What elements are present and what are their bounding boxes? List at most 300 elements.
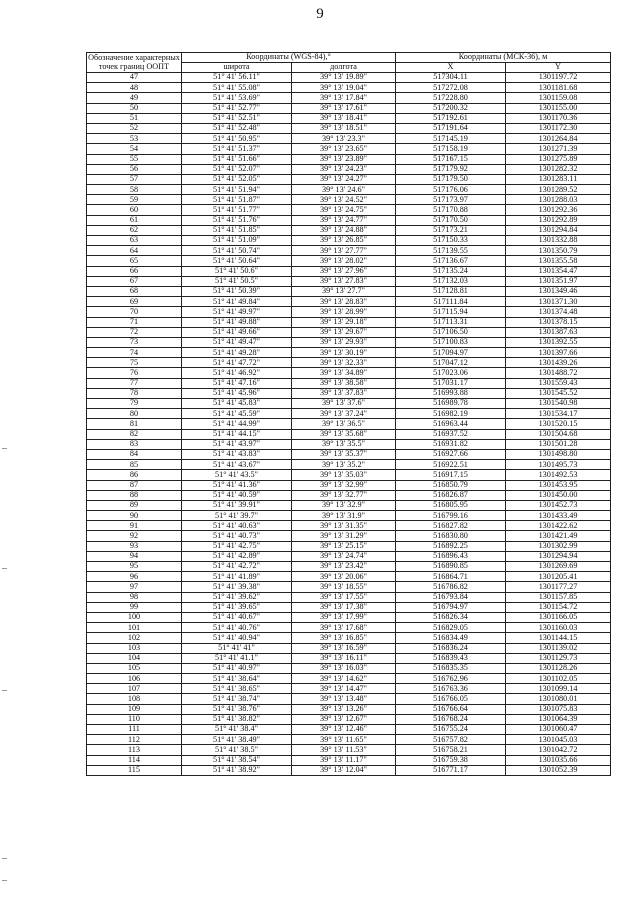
longitude-cell: 39° 13' 30.19" (292, 348, 396, 358)
x-coordinate-cell: 517192.61 (396, 113, 506, 123)
point-number-cell: 88 (87, 490, 182, 500)
coordinates-table (86, 52, 611, 776)
header-y: Y (506, 63, 611, 73)
longitude-cell: 39° 13' 35.68" (292, 429, 396, 439)
point-number-cell: 68 (87, 286, 182, 296)
longitude-cell: 39° 13' 11.53" (292, 745, 396, 755)
latitude-cell: 51° 41' 41.36" (182, 480, 292, 490)
longitude-cell: 39° 13' 24.27" (292, 174, 396, 184)
y-coordinate-cell: 1301488.72 (506, 368, 611, 378)
x-coordinate-cell: 517167.15 (396, 154, 506, 164)
table-row (87, 123, 611, 133)
header-longitude: долгота (292, 63, 396, 73)
longitude-cell: 39° 13' 24.6" (292, 185, 396, 195)
table-row (87, 225, 611, 235)
latitude-cell: 51° 41' 39.38" (182, 582, 292, 592)
point-number-cell: 82 (87, 429, 182, 439)
latitude-cell: 51° 41' 40.59" (182, 490, 292, 500)
latitude-cell: 51° 41' 52.05" (182, 174, 292, 184)
latitude-cell: 51° 41' 38.4" (182, 725, 292, 735)
point-number-cell: 74 (87, 348, 182, 358)
table-row (87, 113, 611, 123)
point-number-cell: 80 (87, 409, 182, 419)
point-number-cell: 57 (87, 174, 182, 184)
x-coordinate-cell: 517200.32 (396, 103, 506, 113)
longitude-cell: 39° 13' 12.67" (292, 714, 396, 724)
point-number-cell: 98 (87, 592, 182, 602)
table-row (87, 103, 611, 113)
latitude-cell: 51° 41' 49.97" (182, 307, 292, 317)
longitude-cell: 39° 13' 37.6" (292, 399, 396, 409)
longitude-cell: 39° 13' 23.3" (292, 134, 396, 144)
point-number-cell: 96 (87, 572, 182, 582)
y-coordinate-cell: 1301349.46 (506, 286, 611, 296)
point-number-cell: 62 (87, 225, 182, 235)
table-row (87, 612, 611, 622)
y-coordinate-cell: 1301154.72 (506, 602, 611, 612)
longitude-cell: 39° 13' 32.33" (292, 358, 396, 368)
table-row (87, 582, 611, 592)
point-number-cell: 78 (87, 388, 182, 398)
latitude-cell: 51° 41' 38.64" (182, 674, 292, 684)
x-coordinate-cell: 516835.35 (396, 663, 506, 673)
table-row (87, 704, 611, 714)
y-coordinate-cell: 1301283.11 (506, 174, 611, 184)
latitude-cell: 51° 41' 47.72" (182, 358, 292, 368)
latitude-cell: 51° 41' 50.64" (182, 256, 292, 266)
point-number-cell: 114 (87, 755, 182, 765)
table-row (87, 174, 611, 184)
y-coordinate-cell: 1301172.30 (506, 123, 611, 133)
x-coordinate-cell: 517100.83 (396, 337, 506, 347)
x-coordinate-cell: 517179.92 (396, 164, 506, 174)
table-row (87, 276, 611, 286)
latitude-cell: 51° 41' 45.83" (182, 399, 292, 409)
y-coordinate-cell: 1301264.84 (506, 134, 611, 144)
longitude-cell: 39° 13' 17.61" (292, 103, 396, 113)
x-coordinate-cell: 517191.64 (396, 123, 506, 133)
longitude-cell: 39° 13' 35.37" (292, 449, 396, 459)
latitude-cell: 51° 41' 40.76" (182, 623, 292, 633)
point-number-cell: 54 (87, 144, 182, 154)
x-coordinate-cell: 516766.64 (396, 704, 506, 714)
point-number-cell: 101 (87, 623, 182, 633)
latitude-cell: 51° 41' 52.48" (182, 123, 292, 133)
longitude-cell: 39° 13' 31.35" (292, 521, 396, 531)
x-coordinate-cell: 516827.82 (396, 521, 506, 531)
point-number-cell: 50 (87, 103, 182, 113)
x-coordinate-cell: 516896.43 (396, 551, 506, 561)
y-coordinate-cell: 1301139.02 (506, 643, 611, 653)
y-coordinate-cell: 1301282.32 (506, 164, 611, 174)
longitude-cell: 39° 13' 27.7" (292, 286, 396, 296)
latitude-cell: 51° 41' 52.51" (182, 113, 292, 123)
y-coordinate-cell: 1301035.66 (506, 755, 611, 765)
y-coordinate-cell: 1301534.17 (506, 409, 611, 419)
x-coordinate-cell: 517176.06 (396, 185, 506, 195)
latitude-cell: 51° 41' 45.59" (182, 409, 292, 419)
y-coordinate-cell: 1301288.03 (506, 195, 611, 205)
latitude-cell: 51° 41' 38.82" (182, 714, 292, 724)
x-coordinate-cell: 517139.55 (396, 246, 506, 256)
longitude-cell: 39° 13' 18.41" (292, 113, 396, 123)
latitude-cell: 51° 41' 40.63" (182, 521, 292, 531)
point-number-cell: 60 (87, 205, 182, 215)
y-coordinate-cell: 1301155.00 (506, 103, 611, 113)
header-wgs84-group: Координаты (WGS-84),° (182, 53, 396, 63)
y-coordinate-cell: 1301129.73 (506, 653, 611, 663)
x-coordinate-cell: 516759.38 (396, 755, 506, 765)
longitude-cell: 39° 13' 24.23" (292, 164, 396, 174)
table-row (87, 562, 611, 572)
y-coordinate-cell: 1301302.99 (506, 541, 611, 551)
point-number-cell: 113 (87, 745, 182, 755)
longitude-cell: 39° 13' 16.11" (292, 653, 396, 663)
x-coordinate-cell: 517094.97 (396, 348, 506, 358)
latitude-cell: 51° 41' 47.16" (182, 378, 292, 388)
x-coordinate-cell: 517136.67 (396, 256, 506, 266)
point-number-cell: 56 (87, 164, 182, 174)
x-coordinate-cell: 517179.50 (396, 174, 506, 184)
y-coordinate-cell: 1301495.73 (506, 460, 611, 470)
longitude-cell: 39° 13' 24.77" (292, 215, 396, 225)
table-row (87, 511, 611, 521)
longitude-cell: 39° 13' 16.85" (292, 633, 396, 643)
point-number-cell: 84 (87, 449, 182, 459)
longitude-cell: 39° 13' 36.5" (292, 419, 396, 429)
latitude-cell: 51° 41' 55.08" (182, 83, 292, 93)
longitude-cell: 39° 13' 38.58" (292, 378, 396, 388)
latitude-cell: 51° 41' 43.5" (182, 470, 292, 480)
latitude-cell: 51° 41' 49.88" (182, 317, 292, 327)
y-coordinate-cell: 1301275.89 (506, 154, 611, 164)
y-coordinate-cell: 1301540.98 (506, 399, 611, 409)
longitude-cell: 39° 13' 32.9" (292, 500, 396, 510)
table-row (87, 419, 611, 429)
latitude-cell: 51° 41' 51.94" (182, 185, 292, 195)
point-number-cell: 70 (87, 307, 182, 317)
y-coordinate-cell: 1301197.72 (506, 73, 611, 83)
latitude-cell: 51° 41' 50.74" (182, 246, 292, 256)
y-coordinate-cell: 1301354.47 (506, 266, 611, 276)
longitude-cell: 39° 13' 12.46" (292, 725, 396, 735)
longitude-cell: 39° 13' 31.29" (292, 531, 396, 541)
table-row (87, 286, 611, 296)
latitude-cell: 51° 41' 42.89" (182, 551, 292, 561)
x-coordinate-cell: 517170.88 (396, 205, 506, 215)
x-coordinate-cell: 516931.82 (396, 439, 506, 449)
table-row (87, 164, 611, 174)
x-coordinate-cell: 517304.11 (396, 73, 506, 83)
table-row (87, 541, 611, 551)
point-number-cell: 94 (87, 551, 182, 561)
x-coordinate-cell: 516757.82 (396, 735, 506, 745)
longitude-cell: 39° 13' 37.24" (292, 409, 396, 419)
x-coordinate-cell: 516839.43 (396, 653, 506, 663)
x-coordinate-cell: 517228.80 (396, 93, 506, 103)
latitude-cell: 51° 41' 49.84" (182, 297, 292, 307)
x-coordinate-cell: 516982.19 (396, 409, 506, 419)
point-number-cell: 83 (87, 439, 182, 449)
point-number-cell: 103 (87, 643, 182, 653)
table-row (87, 429, 611, 439)
latitude-cell: 51° 41' 41" (182, 643, 292, 653)
y-coordinate-cell: 1301075.83 (506, 704, 611, 714)
point-number-cell: 110 (87, 714, 182, 724)
point-number-cell: 109 (87, 704, 182, 714)
latitude-cell: 51° 41' 43.67" (182, 460, 292, 470)
y-coordinate-cell: 1301452.73 (506, 500, 611, 510)
point-number-cell: 86 (87, 470, 182, 480)
longitude-cell: 39° 13' 29.93" (292, 337, 396, 347)
latitude-cell: 51° 41' 38.65" (182, 684, 292, 694)
point-number-cell: 52 (87, 123, 182, 133)
latitude-cell: 51° 41' 39.62" (182, 592, 292, 602)
table-row (87, 205, 611, 215)
y-coordinate-cell: 1301080.01 (506, 694, 611, 704)
x-coordinate-cell: 516890.85 (396, 562, 506, 572)
point-number-cell: 59 (87, 195, 182, 205)
latitude-cell: 51° 41' 50.95" (182, 134, 292, 144)
latitude-cell: 51° 41' 43.83" (182, 449, 292, 459)
point-number-cell: 97 (87, 582, 182, 592)
latitude-cell: 51° 41' 40.73" (182, 531, 292, 541)
table-row (87, 449, 611, 459)
point-number-cell: 112 (87, 735, 182, 745)
latitude-cell: 51° 41' 49.28" (182, 348, 292, 358)
table-row (87, 246, 611, 256)
latitude-cell: 51° 41' 49.66" (182, 327, 292, 337)
table-row (87, 195, 611, 205)
longitude-cell: 39° 13' 24.74" (292, 551, 396, 561)
x-coordinate-cell: 516963.44 (396, 419, 506, 429)
y-coordinate-cell: 1301064.39 (506, 714, 611, 724)
point-number-cell: 104 (87, 653, 182, 663)
point-number-cell: 90 (87, 511, 182, 521)
latitude-cell: 51° 41' 41.89" (182, 572, 292, 582)
y-coordinate-cell: 1301422.62 (506, 521, 611, 531)
y-coordinate-cell: 1301060.47 (506, 725, 611, 735)
latitude-cell: 51° 41' 43.97" (182, 439, 292, 449)
point-number-cell: 115 (87, 765, 182, 775)
table-row (87, 572, 611, 582)
point-number-cell: 47 (87, 73, 182, 83)
x-coordinate-cell: 516763.36 (396, 684, 506, 694)
latitude-cell: 51° 41' 39.91" (182, 500, 292, 510)
longitude-cell: 39° 13' 29.18" (292, 317, 396, 327)
table-row (87, 378, 611, 388)
x-coordinate-cell: 517113.31 (396, 317, 506, 327)
point-number-cell: 102 (87, 633, 182, 643)
y-coordinate-cell: 1301177.27 (506, 582, 611, 592)
y-coordinate-cell: 1301289.52 (506, 185, 611, 195)
point-number-cell: 89 (87, 500, 182, 510)
latitude-cell: 51° 41' 40.97" (182, 663, 292, 673)
table-header (87, 53, 611, 73)
x-coordinate-cell: 516830.80 (396, 531, 506, 541)
point-number-cell: 64 (87, 246, 182, 256)
point-number-cell: 71 (87, 317, 182, 327)
latitude-cell: 51° 41' 51.77" (182, 205, 292, 215)
table-row (87, 297, 611, 307)
x-coordinate-cell: 517031.17 (396, 378, 506, 388)
table-row (87, 460, 611, 470)
longitude-cell: 39° 13' 35.03" (292, 470, 396, 480)
longitude-cell: 39° 13' 27.96" (292, 266, 396, 276)
longitude-cell: 39° 13' 19.04" (292, 83, 396, 93)
table-row (87, 694, 611, 704)
latitude-cell: 51° 41' 52.07" (182, 164, 292, 174)
y-coordinate-cell: 1301160.03 (506, 623, 611, 633)
table-row (87, 144, 611, 154)
x-coordinate-cell: 516826.34 (396, 612, 506, 622)
longitude-cell: 39° 13' 18.51" (292, 123, 396, 133)
y-coordinate-cell: 1301157.85 (506, 592, 611, 602)
longitude-cell: 39° 13' 28.83" (292, 297, 396, 307)
longitude-cell: 39° 13' 19.89" (292, 73, 396, 83)
y-coordinate-cell: 1301397.66 (506, 348, 611, 358)
latitude-cell: 51° 41' 56.11" (182, 73, 292, 83)
latitude-cell: 51° 41' 38.74" (182, 694, 292, 704)
point-number-cell: 49 (87, 93, 182, 103)
longitude-cell: 39° 13' 35.2" (292, 460, 396, 470)
table-row (87, 755, 611, 765)
longitude-cell: 39° 13' 32.99" (292, 480, 396, 490)
latitude-cell: 51° 41' 53.69" (182, 93, 292, 103)
latitude-cell: 51° 41' 40.94" (182, 633, 292, 643)
longitude-cell: 39° 13' 31.9" (292, 511, 396, 521)
y-coordinate-cell: 1301292.36 (506, 205, 611, 215)
y-coordinate-cell: 1301099.14 (506, 684, 611, 694)
y-coordinate-cell: 1301504.68 (506, 429, 611, 439)
table-row (87, 602, 611, 612)
table-row (87, 674, 611, 684)
y-coordinate-cell: 1301159.08 (506, 93, 611, 103)
x-coordinate-cell: 516766.05 (396, 694, 506, 704)
longitude-cell: 39° 13' 16.59" (292, 643, 396, 653)
point-number-cell: 108 (87, 694, 182, 704)
x-coordinate-cell: 516989.78 (396, 399, 506, 409)
y-coordinate-cell: 1301545.52 (506, 388, 611, 398)
table-row (87, 725, 611, 735)
table-row (87, 531, 611, 541)
x-coordinate-cell: 516927.66 (396, 449, 506, 459)
table-row (87, 358, 611, 368)
longitude-cell: 39° 13' 14.62" (292, 674, 396, 684)
table-row (87, 623, 611, 633)
point-number-cell: 93 (87, 541, 182, 551)
latitude-cell: 51° 41' 41.1" (182, 653, 292, 663)
x-coordinate-cell: 516917.15 (396, 470, 506, 480)
latitude-cell: 51° 41' 51.87" (182, 195, 292, 205)
point-number-cell: 53 (87, 134, 182, 144)
x-coordinate-cell: 516993.88 (396, 388, 506, 398)
point-number-cell: 75 (87, 358, 182, 368)
latitude-cell: 51° 41' 39.65" (182, 602, 292, 612)
y-coordinate-cell: 1301181.68 (506, 83, 611, 93)
longitude-cell: 39° 13' 17.55" (292, 592, 396, 602)
header-latitude: широта (182, 63, 292, 73)
table-row (87, 500, 611, 510)
x-coordinate-cell: 517115.94 (396, 307, 506, 317)
table-row (87, 83, 611, 93)
latitude-cell: 51° 41' 51.37" (182, 144, 292, 154)
longitude-cell: 39° 13' 26.85" (292, 236, 396, 246)
table-row (87, 714, 611, 724)
latitude-cell: 51° 41' 46.92" (182, 368, 292, 378)
y-coordinate-cell: 1301501.28 (506, 439, 611, 449)
y-coordinate-cell: 1301294.84 (506, 225, 611, 235)
longitude-cell: 39° 13' 23.65" (292, 144, 396, 154)
x-coordinate-cell: 517150.33 (396, 236, 506, 246)
latitude-cell: 51° 41' 45.96" (182, 388, 292, 398)
table-row (87, 256, 611, 266)
table-row (87, 592, 611, 602)
table-row (87, 765, 611, 775)
x-coordinate-cell: 516771.17 (396, 765, 506, 775)
latitude-cell: 51° 41' 51.66" (182, 154, 292, 164)
longitude-cell: 39° 13' 28.02" (292, 256, 396, 266)
table-body (87, 73, 611, 776)
point-number-cell: 48 (87, 83, 182, 93)
latitude-cell: 51° 41' 38.54" (182, 755, 292, 765)
latitude-cell: 51° 41' 42.72" (182, 562, 292, 572)
longitude-cell: 39° 13' 17.68" (292, 623, 396, 633)
longitude-cell: 39° 13' 29.67" (292, 327, 396, 337)
latitude-cell: 51° 41' 38.5" (182, 745, 292, 755)
x-coordinate-cell: 516834.49 (396, 633, 506, 643)
longitude-cell: 39° 13' 18.55" (292, 582, 396, 592)
x-coordinate-cell: 517132.03 (396, 276, 506, 286)
latitude-cell: 51° 41' 40.67" (182, 612, 292, 622)
table-row (87, 521, 611, 531)
longitude-cell: 39° 13' 17.38" (292, 602, 396, 612)
y-coordinate-cell: 1301052.39 (506, 765, 611, 775)
y-coordinate-cell: 1301170.36 (506, 113, 611, 123)
x-coordinate-cell: 516786.82 (396, 582, 506, 592)
table-row (87, 266, 611, 276)
y-coordinate-cell: 1301492.53 (506, 470, 611, 480)
point-number-cell: 58 (87, 185, 182, 195)
point-number-cell: 79 (87, 399, 182, 409)
latitude-cell: 51° 41' 42.75" (182, 541, 292, 551)
point-number-cell: 61 (87, 215, 182, 225)
point-number-cell: 77 (87, 378, 182, 388)
page-number: 9 (316, 6, 324, 22)
x-coordinate-cell: 516836.24 (396, 643, 506, 653)
table-row (87, 368, 611, 378)
y-coordinate-cell: 1301520.15 (506, 419, 611, 429)
x-coordinate-cell: 516826.87 (396, 490, 506, 500)
scan-edge-marks (0, 0, 10, 903)
longitude-cell: 39° 13' 37.83" (292, 388, 396, 398)
latitude-cell: 51° 41' 38.49" (182, 735, 292, 745)
longitude-cell: 39° 13' 20.06" (292, 572, 396, 582)
x-coordinate-cell: 516793.84 (396, 592, 506, 602)
longitude-cell: 39° 13' 11.65" (292, 735, 396, 745)
header-point-designation: Обозначение характерных точек границ ООПТ (88, 52, 180, 71)
point-number-cell: 63 (87, 236, 182, 246)
y-coordinate-cell: 1301439.26 (506, 358, 611, 368)
table-row (87, 154, 611, 164)
latitude-cell: 51° 41' 44.99" (182, 419, 292, 429)
point-number-cell: 100 (87, 612, 182, 622)
y-coordinate-cell: 1301332.88 (506, 236, 611, 246)
latitude-cell: 51° 41' 51.09" (182, 236, 292, 246)
point-number-cell: 111 (87, 725, 182, 735)
table-row (87, 337, 611, 347)
x-coordinate-cell: 517106.50 (396, 327, 506, 337)
